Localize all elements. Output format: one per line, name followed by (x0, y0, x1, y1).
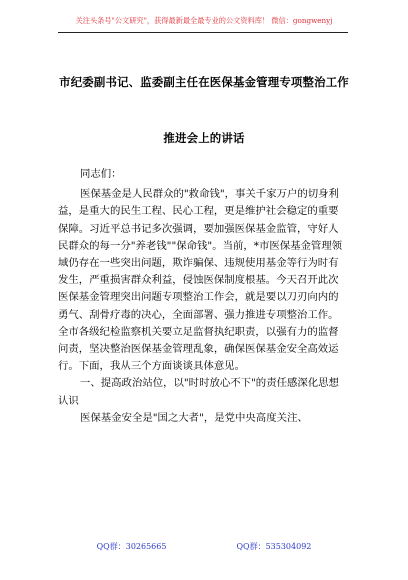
paragraph-2: 医保基金安全是"国之大者"，是党中央高度关注、 (80, 411, 308, 424)
document-title-line-2: 推进会上的讲话 (163, 131, 245, 145)
salutation: 同志们： (80, 168, 122, 180)
footer (0, 541, 408, 552)
section-heading-1: 一、提高政治站位，以"时时放心不下"的责任感深化思想认识 (58, 377, 339, 407)
header-divider (58, 32, 348, 33)
header-banner: 关注头条号"公文研究"，获得最新最全最专业的公文资料库！ 微信：gongwenyj (75, 16, 333, 25)
paragraph-1: 医保基金是人民群众的"救命钱"，事关千家万户的切身利益，是重大的民生工程、民心工程，更是维护社会稳定的重要保障。习近平总书记多次强调，要加强医保基金监管，守好人民群众的每一分"养老钱""保命钱"。当前，*市医保基金管理领域仍存在一些突出问题，欺诈骗保、违规使用基金等行为时有发生，严重损害群众利益，侵蚀医保制度根基。今天召开此次医保基金管理突出问题专项整治工作会，就是要以刀刃向内的勇气、刮骨疗毒的决心，全面部署、强力推进专项整治工作。全市各级纪检监察机关要立足监督执纪职责，以强有力的监督问责，坚决整治医保基金管理乱象，确保医保基金安全高效运行。下面，我从三个方面谈谈具体意见。 (58, 188, 343, 373)
footer-qq-group-1: QQ群：30265665 (96, 542, 167, 551)
document-title-line-1: 市纪委副书记、监委副主任在医保基金管理专项整治工作 (59, 75, 349, 89)
document-body (58, 166, 348, 427)
footer-qq-group-2: QQ群：535304092 (236, 542, 312, 551)
